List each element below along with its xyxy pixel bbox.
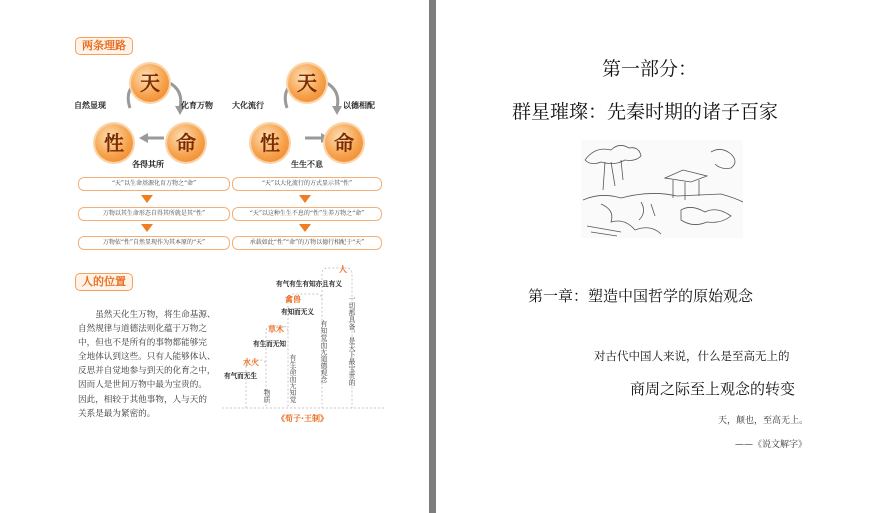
paragraph-line: 自然规律与道德法则化蕴于万物之 — [78, 324, 207, 335]
section-title-human-position: 人的位置 — [75, 273, 133, 291]
pavilion-illustration — [581, 140, 743, 238]
cycle1-heaven: 天 — [131, 64, 169, 102]
stair-beast-note: 有知觉而无道德观念 — [320, 320, 328, 383]
stair-beast-name: 禽兽 — [285, 295, 301, 304]
cycle2-heaven: 天 — [288, 64, 326, 102]
flow2-box-1: “天”以大化流行的方式显示其“性” — [232, 177, 382, 191]
cycle2-nature: 性 — [251, 124, 289, 162]
quote-source: ——《说文解字》 — [735, 440, 808, 450]
cycle2-label-right: 以德相配 — [343, 101, 375, 110]
flow2-arrow-1 — [299, 195, 311, 203]
paragraph-line: 中，但也不是所有的事物都能够完 — [78, 338, 207, 349]
paragraph-line: 因此，相较于其他事物，人与天的 — [78, 394, 207, 405]
stair-plant-desc: 有生而无知 — [253, 340, 286, 348]
quote: 天，颠也，至高无上。 — [718, 416, 809, 426]
flow1-box-2: 万物以其生命形态自得其所就是其“性” — [78, 207, 230, 221]
flow1-box-3: 万物依“性”自然显现作为其本原的“天” — [78, 236, 230, 250]
chapter-title: 第一章：塑造中国哲学的原始观念 — [528, 287, 754, 305]
right-page — [436, 0, 870, 513]
flow2-box-3: 承载如此“性”“命”的万物以德行相配于“天” — [232, 236, 382, 250]
stair-human-desc: 有气有生有知亦且有义 — [276, 280, 342, 288]
cycle2-label-left: 大化流行 — [232, 101, 264, 110]
part-title: 第一部分： — [602, 58, 698, 80]
stair-human-name: 人 — [339, 265, 347, 274]
human-position-paragraph — [78, 308, 216, 421]
paragraph-line: 虽然天化生万物，将生命基源、 — [78, 310, 216, 320]
stair-matter-name: 水火 — [243, 358, 259, 367]
section-title-two-paths: 两条理路 — [75, 37, 133, 55]
stair-human-note: 一切都具备，是天下最宝贵的 — [348, 295, 356, 386]
paragraph-line: 反思并自觉地参与到天的化育之中， — [78, 366, 216, 377]
stair-matter-desc: 有气而无生 — [224, 372, 257, 380]
flow1-arrow-1 — [141, 195, 153, 203]
flow1-box-1: “天”以生命基源化育万物之“命” — [78, 177, 230, 191]
cycle1-label-left: 自然显现 — [74, 101, 106, 110]
left-page — [0, 0, 429, 513]
diagram-source: 《荀子·王制》 — [277, 414, 329, 423]
cycle1-nature: 性 — [95, 124, 133, 162]
flow2-box-2: “天”以这种生生不息的“性”生养万物之“命” — [232, 207, 382, 221]
stair-plant-note: 有生命而无知觉 — [289, 354, 297, 403]
part-subtitle: 群星璀璨：先秦时期的诸子百家 — [512, 101, 779, 123]
cycle2-label-bottom: 生生不息 — [291, 160, 323, 169]
paragraph-line: 全地体认到这些。只有人能够体认、 — [78, 352, 216, 363]
stair-plant-name: 草木 — [268, 325, 284, 334]
paragraph-line: 关系是最为紧密的。 — [78, 408, 156, 419]
cycle1-destiny: 命 — [167, 124, 205, 162]
stair-matter-note: 物质 — [263, 389, 271, 403]
flow1-arrow-2 — [141, 224, 153, 232]
cycle1-label-right: 化育万物 — [181, 101, 213, 110]
stair-beast-desc: 有知而无义 — [281, 308, 314, 316]
chapter-question: 对古代中国人来说，什么是至高无上的 — [594, 349, 790, 363]
cycle1-label-bottom: 各得其所 — [132, 160, 164, 169]
flow2-arrow-2 — [299, 224, 311, 232]
cycle2-destiny: 命 — [325, 124, 363, 162]
section-heading: 商周之际至上观念的转变 — [630, 380, 796, 398]
paragraph-line: 因而人是世间万物中最为宝贵的。 — [78, 380, 207, 391]
